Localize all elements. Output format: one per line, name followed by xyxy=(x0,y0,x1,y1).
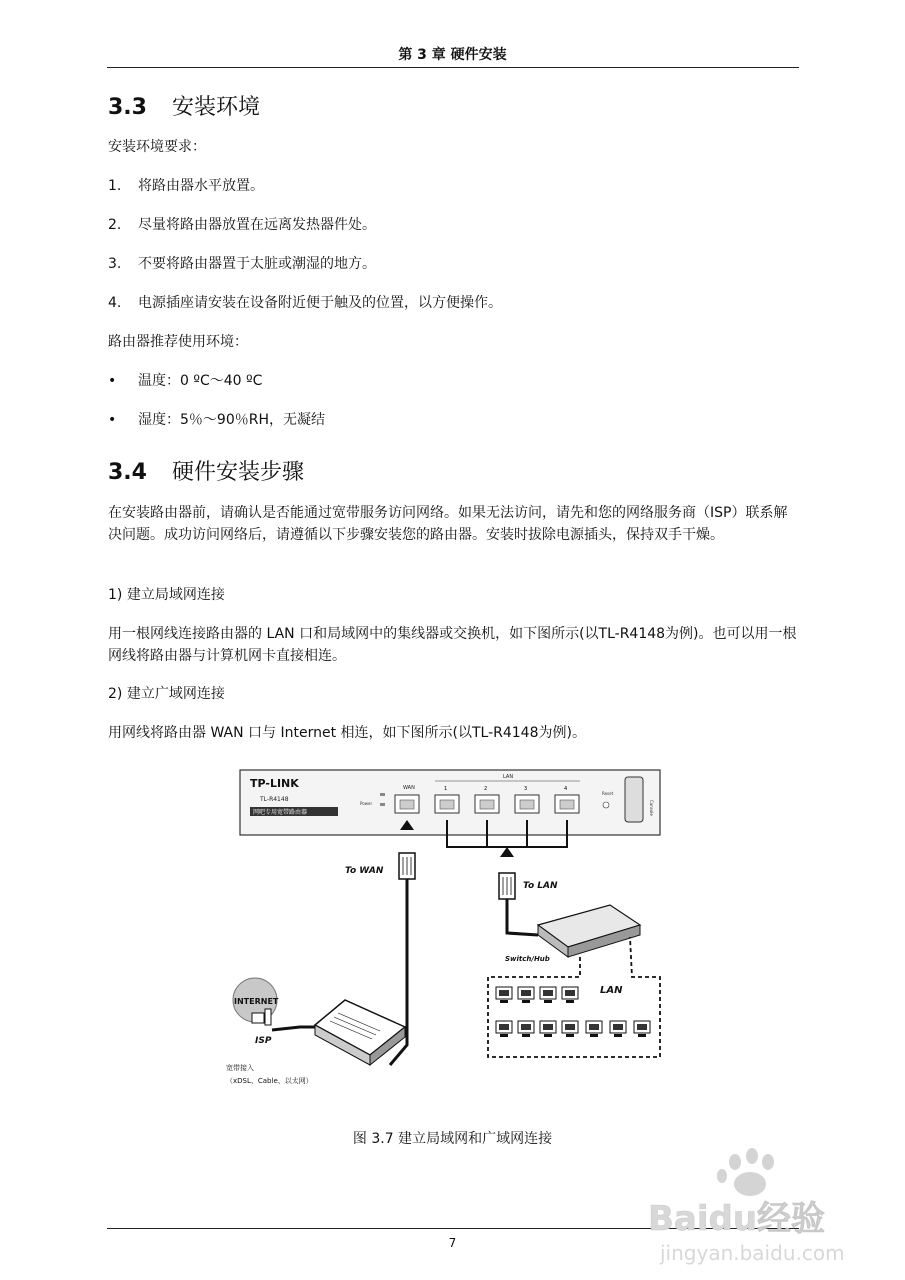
lan-port-number: 2 xyxy=(484,786,488,792)
isp-cable xyxy=(272,1027,315,1030)
requirement-item: 3. 不要将路由器置于太脏或潮湿的地方。 xyxy=(108,256,376,272)
section-number: 3.3 xyxy=(108,95,147,120)
pc-icon xyxy=(496,1021,512,1037)
pc-icon xyxy=(518,1021,534,1037)
section-3-3-heading xyxy=(108,90,260,121)
pc-icon xyxy=(610,1021,626,1037)
pc-icon xyxy=(634,1021,650,1037)
power-label: Power xyxy=(360,801,373,806)
isp-label: ISP xyxy=(255,1036,272,1046)
to-lan-label: To LAN xyxy=(523,881,558,891)
bullet-item: • 温度：0 ºC～40 ºC xyxy=(108,373,263,389)
lan-cable xyxy=(507,899,538,935)
intro-paragraph: 在安装路由器前，请确认是否能通过宽带服务访问网络。如果无法访问，请先和您的网络服务商（ISP）联系解决问题。成功访问网络后，请遵循以下步骤安装您的路由器。安装时拔除电源插头，保持双手干燥。 xyxy=(108,505,788,543)
to-wan-label: To WAN xyxy=(345,866,384,876)
page-number: 7 xyxy=(448,1236,457,1250)
section-title: 硬件安装步骤 xyxy=(172,460,305,485)
pc-icon xyxy=(562,1021,578,1037)
led-indicator xyxy=(380,803,385,806)
broadband-label-line1: 宽带接入 xyxy=(226,1064,254,1072)
reset-label: Reset xyxy=(602,791,614,796)
reset-button-icon xyxy=(603,802,609,808)
lan-label: LAN xyxy=(600,985,623,996)
paw-logo-icon xyxy=(717,1148,774,1196)
section-3-4-heading xyxy=(108,455,304,486)
pc-icon xyxy=(496,987,512,1003)
pc-icon xyxy=(540,987,556,1003)
wan-port-label: WAN xyxy=(403,785,415,791)
pc-icon xyxy=(562,987,578,1003)
broadband-label-line2: （xDSL、Cable、以太网） xyxy=(226,1077,313,1085)
lan-port-number: 1 xyxy=(444,786,448,792)
network-connection-figure xyxy=(220,765,670,1105)
router-front-label: 网吧专用宽带路由器 xyxy=(253,809,308,816)
recommend-env-label: 路由器推荐使用环境： xyxy=(108,334,248,350)
baidu-jingyan-watermark xyxy=(640,1140,860,1270)
step2-title: 2) 建立广域网连接 xyxy=(108,686,225,702)
lan-port-number: 4 xyxy=(564,786,568,792)
watermark-brand: Baidu经验 xyxy=(648,1199,826,1239)
figure-caption: 图 3.7 建立局域网和广域网连接 xyxy=(352,1131,553,1147)
requirement-item: 2. 尽量将路由器放置在远离发热器件处。 xyxy=(108,217,376,233)
router-brand: TP-LINK xyxy=(250,777,299,790)
lan-port-number: 3 xyxy=(524,786,528,792)
router-model: TL-R4148 xyxy=(260,796,289,803)
step1-title: 1) 建立局域网连接 xyxy=(108,587,225,603)
console-label: Console xyxy=(649,800,654,816)
pc-icon xyxy=(540,1021,556,1037)
pc-icon xyxy=(586,1021,602,1037)
pc-icon xyxy=(518,987,534,1003)
running-header: 第 3 章 硬件安装 xyxy=(398,47,507,63)
bullet-item: • 湿度：5％～90％RH，无凝结 xyxy=(108,412,325,428)
step1-paragraph: 用一根网线连接路由器的 LAN 口和局域网中的集线器或交换机，如下图所示(以TL-R4148为例)。也可以用一根网线将路由器与计算机网卡直接相连。 xyxy=(108,626,797,664)
header-rule xyxy=(107,67,799,68)
requirement-item: 4. 电源插座请安装在设备附近便于触及的位置，以方便操作。 xyxy=(108,295,502,311)
switch-hub-label: Switch/Hub xyxy=(505,955,550,963)
led-indicator xyxy=(380,793,385,796)
env-requirements-label: 安装环境要求： xyxy=(108,139,206,155)
arrow-up-icon xyxy=(500,847,514,857)
watermark-url: jingyan.baidu.com xyxy=(660,1241,845,1265)
section-number: 3.4 xyxy=(108,460,147,485)
requirement-item: 1. 将路由器水平放置。 xyxy=(108,178,264,194)
section-title: 安装环境 xyxy=(172,95,261,120)
internet-label: INTERNET xyxy=(234,997,279,1006)
lan-group-label: LAN xyxy=(503,774,514,780)
step2-paragraph: 用网线将路由器 WAN 口与 Internet 相连，如下图所示(以TL-R4148为例)。 xyxy=(108,725,586,741)
console-port xyxy=(625,777,643,822)
